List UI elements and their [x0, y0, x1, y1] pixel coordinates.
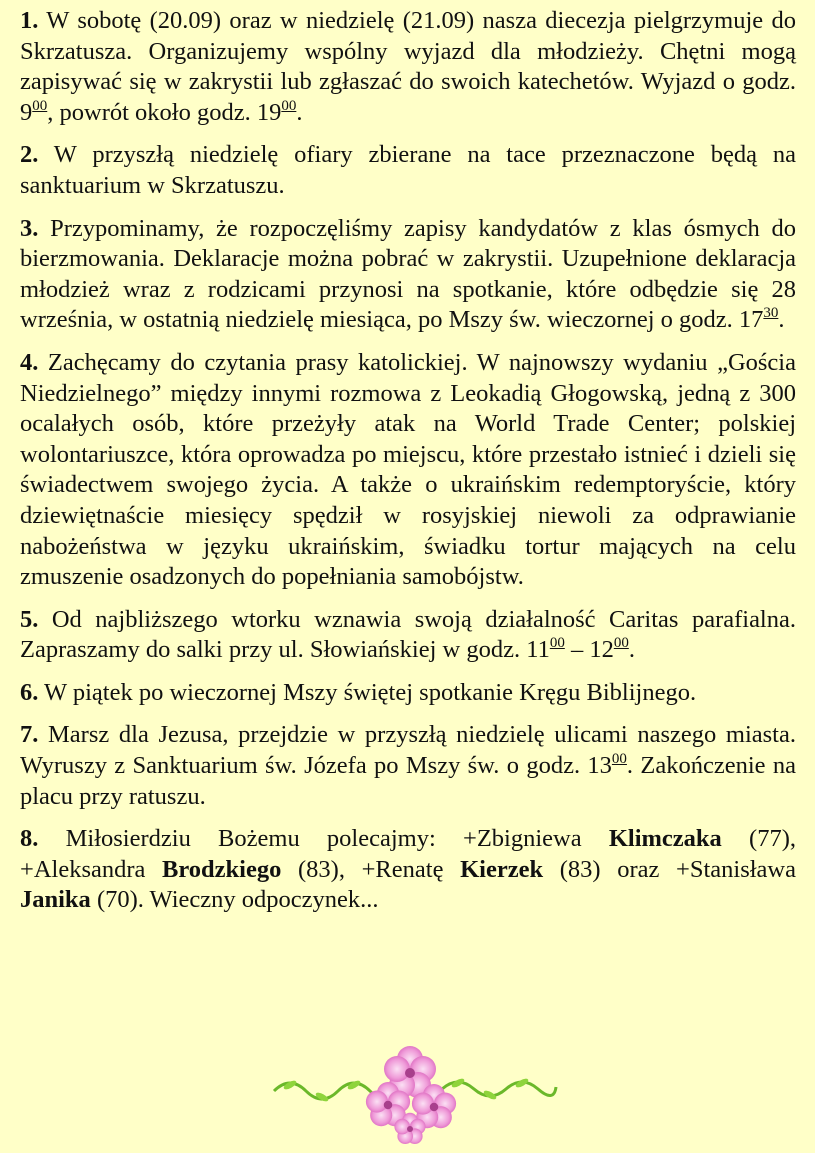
text: (83) oraz +Stanisława	[543, 855, 796, 883]
text: W sobotę (20.09) oraz w niedzielę (21.09) nasza diecezja pielgrzymuje do Skrzatusza. Organizujemy wspólny wyjazd dla młodzieży. Chętni mogą zapisywać się w zakrystii lub zgłaszać do swoich katechetów. Wyjazd o godz. 9	[20, 7, 796, 126]
text: , powrót około godz. 19	[47, 98, 282, 126]
announcement-5	[20, 605, 796, 666]
announcement-1	[20, 6, 796, 128]
text: Od najbliższego wtorku wznawia swoją działalność Caritas parafialna. Zapraszamy do salki przy ul. Słowiańskiej w godz. 11	[20, 605, 796, 664]
announcements	[20, 6, 796, 928]
superscript: 00	[613, 635, 629, 652]
text: .	[778, 306, 785, 334]
announcement-8	[20, 824, 796, 916]
surname: Brodzkiego	[162, 855, 282, 883]
text: Przypominamy, że rozpoczęliśmy zapisy kandydatów z klas ósmych do bierzmowania. Deklaracje można pobrać w zakrystii. Uzupełnione deklaracja młodzież wraz z rodzicami przynosi na spotkanie, które odbędzie się 28 września, w ostatnią niedzielę miesiąca, po Mszy św. wieczornej o godz. 17	[20, 214, 796, 334]
text: Marsz dla Jezusa, przejdzie w przyszłą niedzielę ulicami naszego miasta. Wyruszy z Sanktuarium św. Józefa po Mszy św. o godz. 13	[20, 721, 796, 780]
flower-garland-icon	[270, 1045, 560, 1145]
announcement-4	[20, 348, 796, 593]
announcement-2	[20, 140, 796, 201]
text: (70). Wieczny odpoczynek...	[90, 886, 379, 914]
flower-cluster	[366, 1046, 456, 1144]
superscript: 30	[763, 305, 779, 322]
text: . Zakończenie na placu przy ratuszu.	[20, 752, 796, 810]
text: W przyszłą niedzielę ofiary zbierane na tace przeznaczone będą na sanktuarium w Skrzatuszu.	[20, 141, 796, 199]
item-number: 5.	[20, 605, 39, 633]
announcement-7	[20, 720, 796, 812]
item-number: 8.	[20, 825, 39, 853]
superscript: 00	[281, 97, 297, 114]
item-number: 6.	[20, 678, 39, 706]
item-number: 3.	[20, 214, 39, 242]
superscript: 00	[32, 97, 48, 114]
text: – 12	[564, 636, 614, 664]
text: .	[628, 636, 635, 664]
item-number: 1.	[20, 7, 39, 34]
announcement-6	[20, 678, 796, 709]
text: W piątek po wieczornej Mszy świętej spotkanie Kręgu Biblijnego.	[38, 678, 697, 706]
item-number: 4.	[20, 348, 39, 376]
surname: Kierzek	[460, 855, 544, 883]
surname: Klimczaka	[608, 825, 722, 853]
text: Miłosierdziu Bożemu polecajmy: +Zbigniewa	[38, 825, 609, 853]
item-number: 7.	[20, 721, 39, 749]
announcement-3	[20, 214, 796, 336]
item-number: 2.	[20, 141, 39, 169]
text: .	[296, 98, 303, 126]
superscript: 00	[611, 751, 627, 768]
text: Zachęcamy do czytania prasy katolickiej. W najnowszy wydaniu „Gościa Niedzielnego” między innymi rozmowa z Leokadią Głogowską, jedną z 300 ocalałych osób, które przeżyły atak na World Trade Center; polskiej wolontariuszce, która oprowadza po miejscu, które przestało istnieć i dzieli się świadectwem swojego życia. A także o ukraińskim redemptoryście, który dziewiętnaście miesięcy spędził w rosyjskiej niewoli za odprawianie nabożeństwa w języku ukraińskim, świadku tortur mających na celu zmuszenie osadzonych do popełniania samobójstw.	[20, 348, 796, 591]
superscript: 00	[549, 635, 565, 652]
surname: Janika	[20, 886, 91, 914]
text: (83), +Renatę	[281, 855, 461, 883]
text: (77), +Aleksandra	[20, 825, 796, 883]
